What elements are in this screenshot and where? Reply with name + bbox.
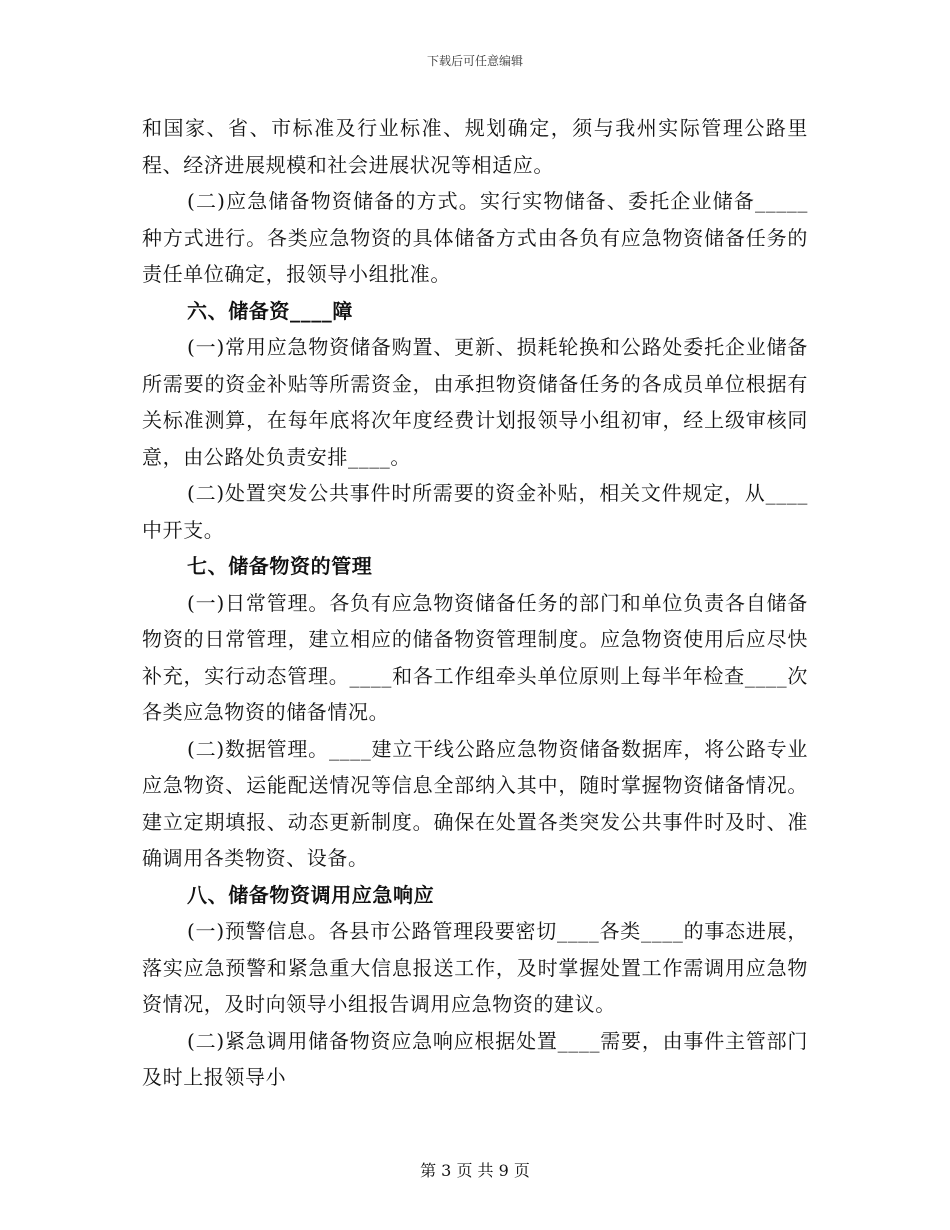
paragraph-storage-method: (二)应急储备物资储备的方式。实行实物储备、委托企业储备_____种方式进行。各类应急物资的具体储备方式由各负有应急物资储备任务的责任单位确定，报领导小组批准。 <box>142 189 808 286</box>
page-number-footer: 第 3 页 共 9 页 <box>420 1161 530 1180</box>
paragraph-data-management: (二)数据管理。____建立干线公路应急物资储备数据库，将公路专业应急物资、运能配送情况等信息全部纳入其中，随时掌握物资储备情况。建立定期填报、动态更新制度。确保在处置各类突发公共事件时及时、准确调用各类物资、设备。 <box>142 736 808 870</box>
paragraph-funding-routine: (一)常用应急物资储备购置、更新、损耗轮换和公路处委托企业储备所需要的资金补贴等所需资金，由承担物资储备任务的各成员单位根据有关标准测算，在每年底将次年度经费计划报领导小组初审，经上级审核同意，由公路处负责安排____。 <box>142 335 808 469</box>
paragraph-emergency-dispatch: (二)紧急调用储备物资应急响应根据处置____需要，由事件主管部门及时上报领导小 <box>142 1028 808 1089</box>
section-heading-8: 八、储备物资调用应急响应 <box>187 882 435 907</box>
paragraph-daily-management: (一)日常管理。各负有应急物资储备任务的部门和单位负责各自储备物资的日常管理，建立相应的储备物资管理制度。应急物资使用后应尽快补充，实行动态管理。____和各工作组牵头单位原则上每半年检查____次各类应急物资的储备情况。 <box>142 590 808 724</box>
section-heading-6: 六、储备资____障 <box>187 298 353 323</box>
document-body <box>142 110 808 1096</box>
paragraph-warning-info: (一)预警信息。各县市公路管理段要密切____各类____的事态进展，落实应急预警和紧急重大信息报送工作，及时掌握处置工作需调用应急物资情况，及时向领导小组报告调用应急物资的建议。 <box>142 919 808 1016</box>
paragraph-funding-emergency: (二)处置突发公共事件时所需要的资金补贴，相关文件规定，从____中开支。 <box>142 481 808 542</box>
section-heading-7: 七、储备物资的管理 <box>187 554 373 578</box>
page-header: 下载后可任意编辑 <box>426 54 523 68</box>
paragraph-standards-continuation: 和国家、省、市标准及行业标准、规划确定，须与我州实际管理公路里程、经济进展规模和社会进展状况等相适应。 <box>142 116 808 177</box>
